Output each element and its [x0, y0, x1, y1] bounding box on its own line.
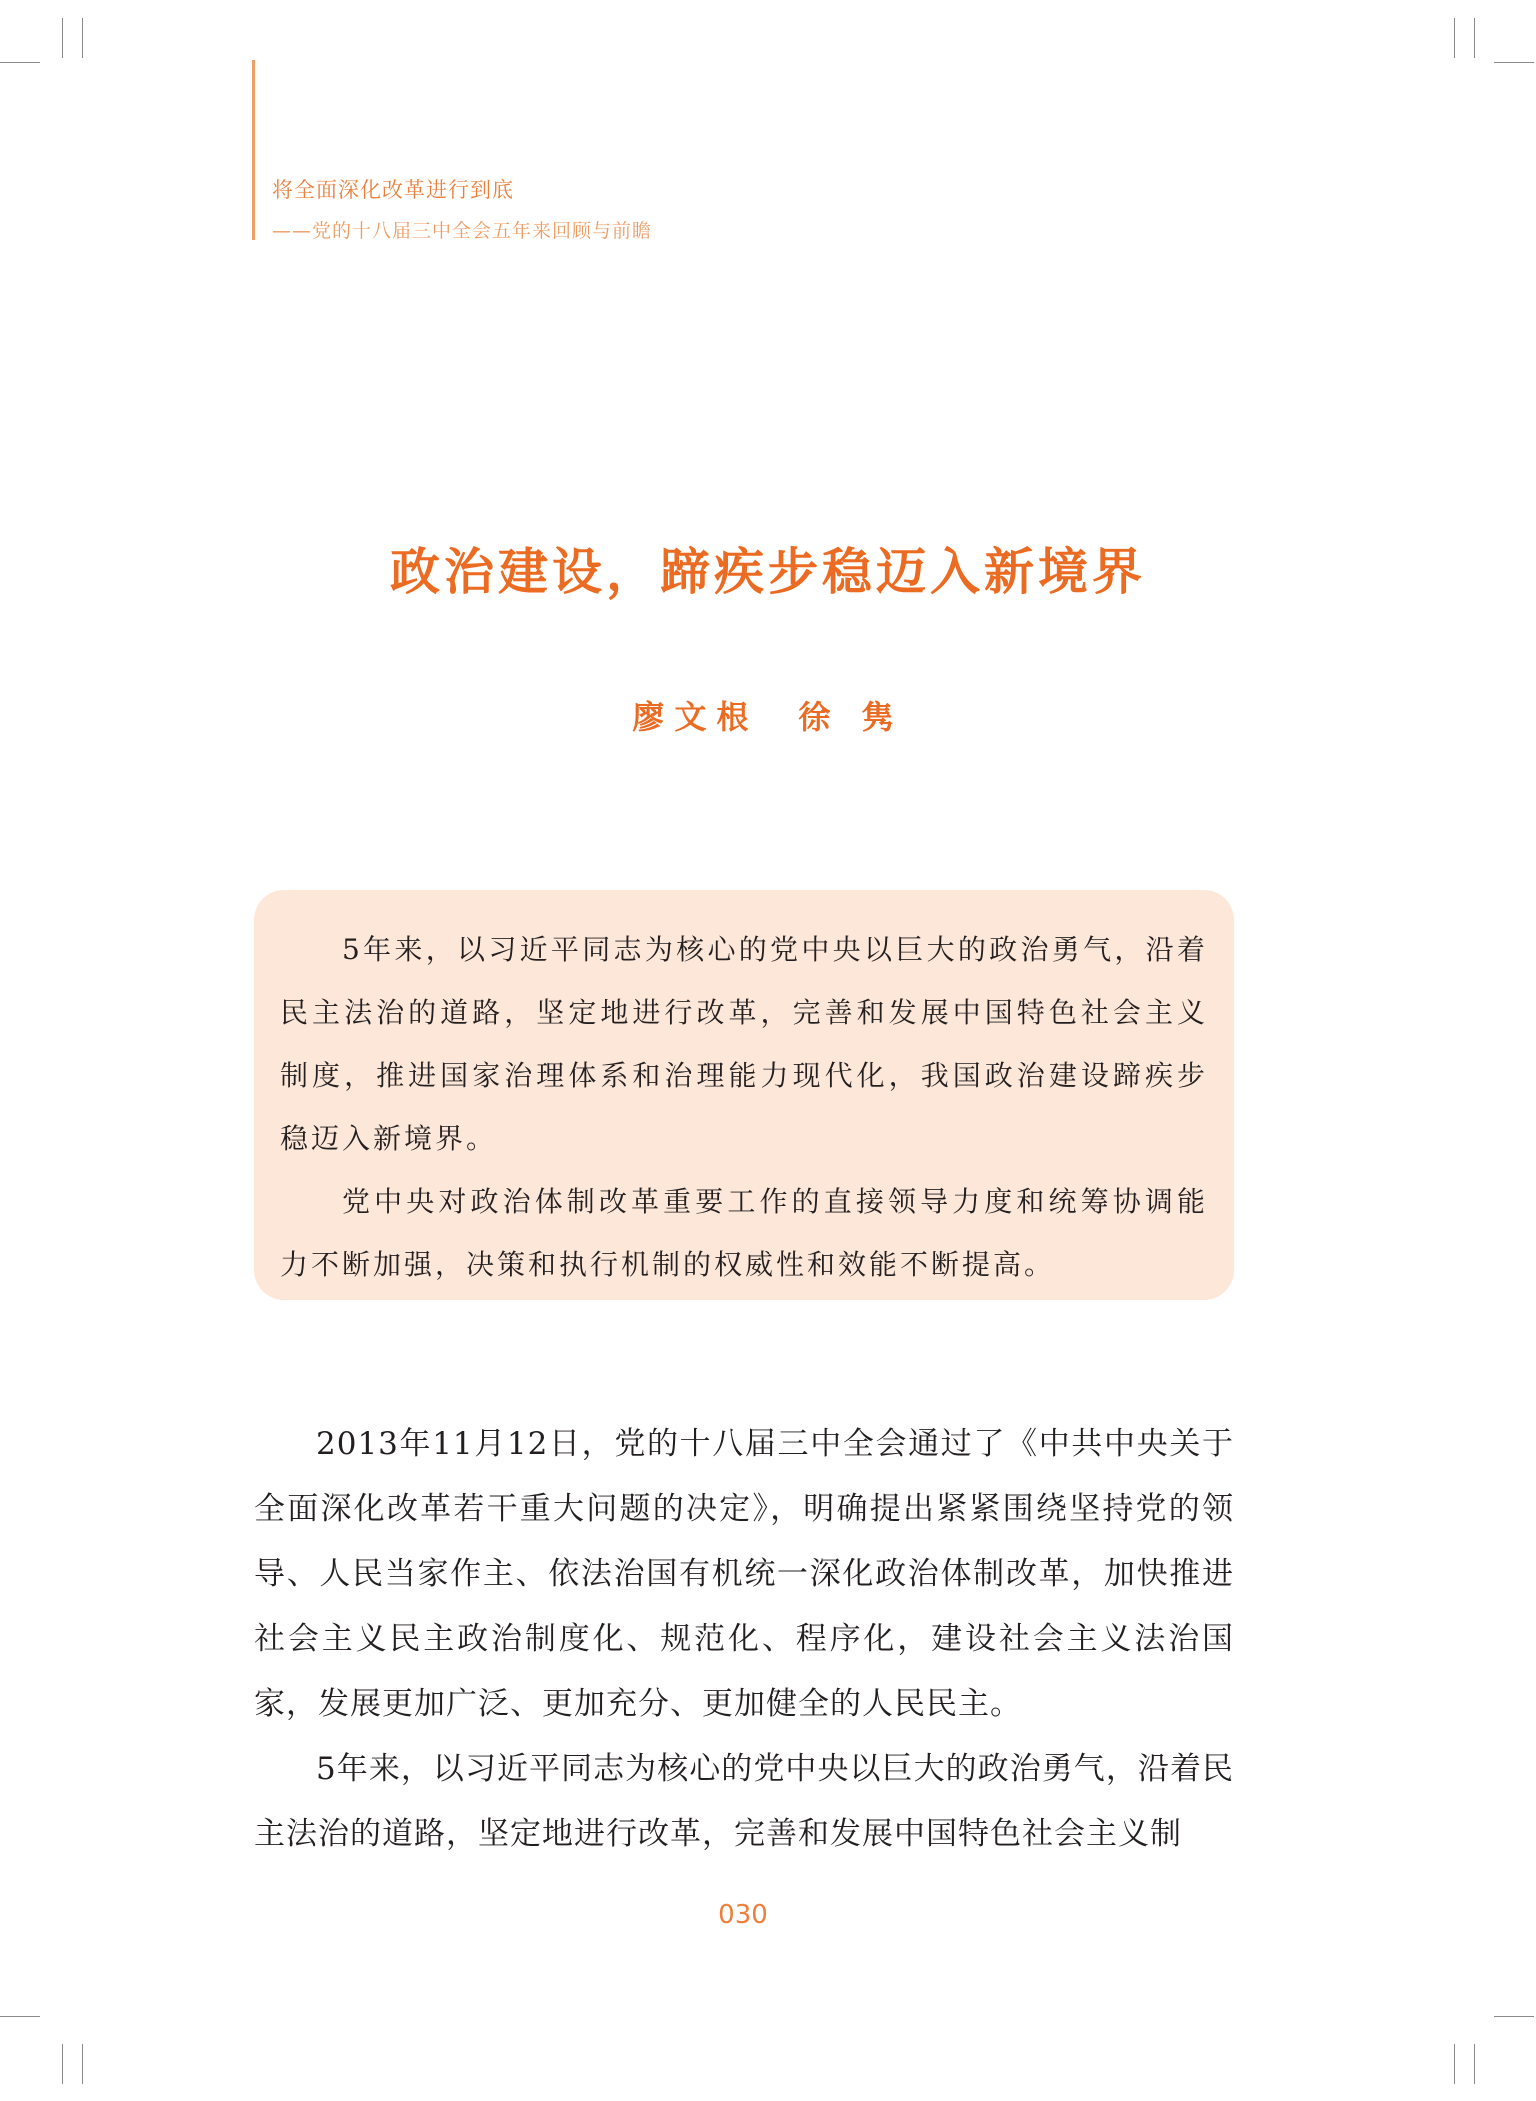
- summary-paragraph: 5年来，以习近平同志为核心的党中央以巨大的政治勇气，沿着民主法治的道路，坚定地进行改革，完善和发展中国特色社会主义制度，推进国家治理体系和治理能力现代化，我国政治建设蹄疾步稳迈入新境界。: [280, 933, 1208, 1155]
- author-name: 廖文根: [632, 698, 759, 736]
- crop-mark: [82, 2044, 83, 2084]
- header-accent-bar: [252, 60, 255, 240]
- crop-mark: [0, 62, 40, 63]
- crop-mark: [0, 2016, 40, 2017]
- crop-mark: [82, 18, 83, 58]
- article-title: 政治建设，蹄疾步稳迈入新境界: [390, 542, 1146, 601]
- article-authors: [0, 692, 1536, 738]
- body-paragraph: 2013年11月12日，党的十八届三中全会通过了《中共中央关于全面深化改革若干重大问题的决定》，明确提出紧紧围绕坚持党的领导、人民当家作主、依法治国有机统一深化政治体制改革，加快推进社会主义民主政治制度化、规范化、程序化，建设社会主义法治国家，发展更加广泛、更加充分、更加健全的人民民主。: [254, 1426, 1234, 1722]
- crop-mark: [1454, 2044, 1455, 2084]
- crop-mark: [1494, 62, 1534, 63]
- body-text: [254, 1412, 1234, 1867]
- crop-mark: [62, 2044, 63, 2084]
- page-number: 030: [718, 1900, 768, 1930]
- running-header-title: 将全面深化改革进行到底: [272, 178, 514, 202]
- crop-mark: [1474, 18, 1475, 58]
- crop-mark: [1494, 2016, 1534, 2017]
- crop-mark: [62, 18, 63, 58]
- summary-box: [254, 890, 1234, 1300]
- summary-paragraph: 党中央对政治体制改革重要工作的直接领导力度和统筹协调能力不断加强，决策和执行机制的权威性和效能不断提高。: [280, 1185, 1208, 1281]
- crop-mark: [1474, 2044, 1475, 2084]
- body-paragraph: 5年来，以习近平同志为核心的党中央以巨大的政治勇气，沿着民主法治的道路，坚定地进行改革，完善和发展中国特色社会主义制: [254, 1751, 1234, 1852]
- author-name: 徐 隽: [798, 698, 904, 736]
- crop-mark: [1454, 18, 1455, 58]
- running-header-subtitle: ——党的十八届三中全会五年来回顾与前瞻: [272, 220, 653, 242]
